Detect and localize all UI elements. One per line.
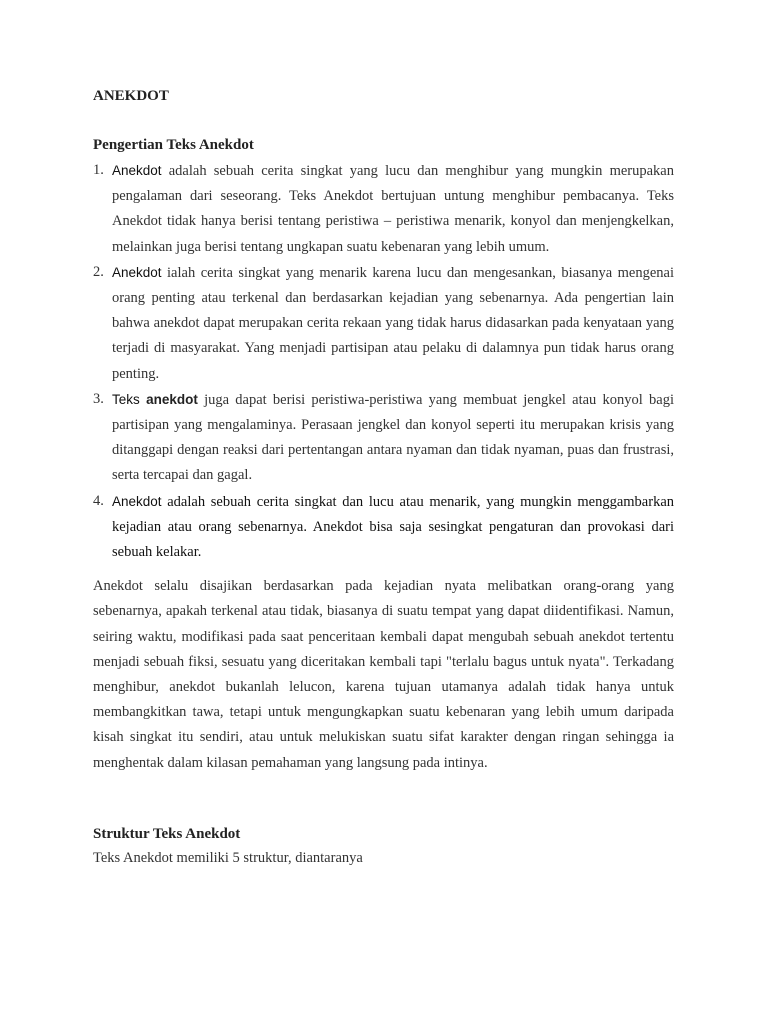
list-item-bold-word: anekdot — [146, 391, 198, 407]
list-item — [93, 158, 674, 260]
list-item — [93, 387, 674, 489]
body-paragraph: Anekdot selalu disajikan berdasarkan pada kejadian nyata melibatkan orang-orang yang sebenarnya, apakah terkenal atau tidak, biasanya di suatu tempat yang dapat diidentifikasi. Namun, seiring waktu, modifikasi pada saat penceritaan kembali dapat mengubah sebuah anekdot tertentu menjadi sebuah fiksi, sesuatu yang diceritakan kembali tapi "terlalu bagus untuk nyata". Terkadang menghibur, anekdot bukanlah lelucon, karena tujuan utamanya adalah tidak hanya untuk membangkitkan tawa, tetapi untuk mengungkapkan suatu kebenaran yang lebih umum daripada kisah singkat itu sendiri, atau untuk melukiskan suatu sifat karakter dengan ringan sehingga ia menghentak dalam kilasan pemahaman yang langsung pada intinya. — [93, 578, 674, 771]
list-item-text: juga dapat berisi peristiwa-peristiwa yang membuat jengkel atau konyol bagi partisipan yang mengalaminya. Perasaan jengkel dan konyol seperti itu merupakan krisis yang ditanggapi dengan reaksi dari pertentangan antara nyaman dan tidak nyaman, puas dan frustrasi, serta tercapai dan gagal. — [112, 391, 674, 484]
document-title: ANEKDOT — [93, 88, 169, 104]
list-item-text: adalah sebuah cerita singkat dan lucu atau menarik, yang mungkin menggambarkan kejadian atau orang sebenarnya. Anekdot bisa saja sesingkat pengaturan dan provokasi dari sebuah kelakar. — [112, 493, 674, 561]
list-item-lead: Teks — [112, 391, 147, 407]
list-item-number: 3. — [93, 390, 104, 407]
list-item-lead: Anekdot — [112, 264, 162, 280]
list-item-text: ialah cerita singkat yang menarik karena lucu dan mengesankan, biasanya mengenai orang penting atau terkenal dan berdasarkan kejadian yang sebenarnya. Ada pengertian lain bahwa anekdot dapat merupakan cerita rekaan yang tidak harus didasarkan pada kenyataan yang terjadi di masyarakat. Yang menjadi partisipan atau pelaku di dalamnya pun tidak harus orang penting. — [112, 264, 674, 382]
list-item — [93, 260, 674, 387]
definition-list — [93, 158, 674, 565]
section-intro-text: Teks Anekdot memiliki 5 struktur, diantaranya — [93, 849, 363, 866]
list-item-text: adalah sebuah cerita singkat yang lucu dan menghibur yang mungkin merupakan pengalaman dari seseorang. Teks Anekdot bertujuan untung menghibur pembacanya. Teks Anekdot tidak hanya berisi tentang peristiwa – peristiwa menarik, konyol dan menjengkelkan, melainkan juga berisi tentang ungkapan suatu kebenaran yang lebih umum. — [112, 163, 674, 255]
list-item-number: 4. — [93, 492, 104, 509]
list-item-number: 2. — [93, 263, 104, 280]
section-heading-struktur: Struktur Teks Anekdot — [93, 825, 241, 842]
section-heading-pengertian: Pengertian Teks Anekdot — [93, 137, 254, 153]
list-item-number: 1. — [93, 162, 104, 178]
list-item-lead: Anekdot — [112, 163, 162, 178]
list-item — [93, 489, 674, 566]
list-item-lead: Anekdot — [112, 493, 162, 509]
